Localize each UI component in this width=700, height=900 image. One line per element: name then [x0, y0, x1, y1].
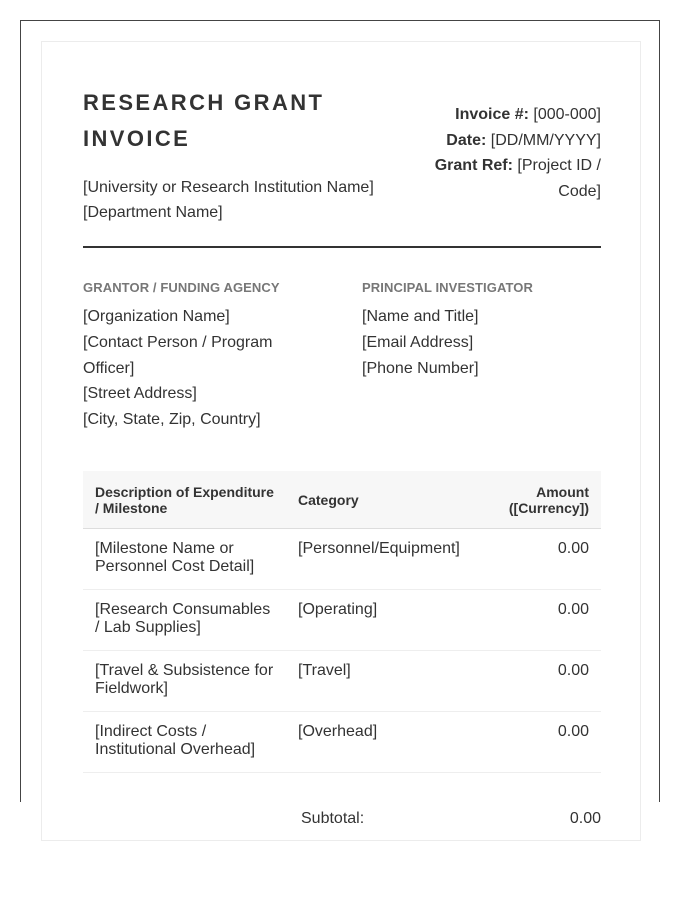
header-description: Description of Expenditure / Milestone — [83, 471, 286, 529]
header-category: Category — [286, 471, 472, 529]
invoice-header — [83, 42, 601, 248]
grantor-organization: [Organization Name] — [83, 308, 230, 325]
row-amount: 0.00 — [472, 712, 601, 773]
row-description: [Research Consumables / Lab Supplies] — [83, 590, 286, 651]
invoice-date-value: [DD/MM/YYYY] — [490, 131, 601, 149]
row-description: [Travel & Subsistence for Fieldwork] — [83, 651, 286, 712]
grant-ref-label: Grant Ref: — [434, 157, 513, 174]
table-row — [83, 651, 601, 712]
grantor-contact: [Contact Person / Program Officer] — [83, 333, 273, 377]
invoice-sheet — [41, 41, 641, 841]
subtotal-label: Subtotal: — [301, 810, 365, 827]
grant-ref-line — [421, 153, 601, 204]
grantor-heading: GRANTOR / FUNDING AGENCY — [83, 280, 280, 295]
row-description: [Indirect Costs / Institutional Overhead] — [83, 712, 286, 773]
header-amount: Amount ([Currency]) — [472, 471, 601, 529]
row-category: [Overhead] — [286, 712, 472, 773]
table-header-row — [83, 471, 601, 529]
table-row — [83, 529, 601, 590]
invoice-date-label: Date: — [446, 131, 487, 149]
table-row — [83, 712, 601, 773]
grantor-city: [City, State, Zip, Country] — [83, 411, 261, 429]
investigator-block — [362, 278, 602, 381]
invoice-number-label: Invoice #: — [455, 106, 529, 123]
expenditure-table — [83, 471, 601, 773]
invoice-meta — [421, 102, 601, 204]
invoice-title: RESEARCH GRANT INVOICE — [83, 90, 325, 151]
row-amount: 0.00 — [472, 651, 601, 712]
row-amount: 0.00 — [472, 590, 601, 651]
invoice-number-value: [000-000] — [533, 106, 601, 123]
row-category: [Operating] — [286, 590, 472, 651]
investigator-name: [Name and Title] — [362, 308, 479, 325]
row-description: [Milestone Name or Personnel Cost Detail] — [83, 529, 286, 590]
grantor-street: [Street Address] — [83, 385, 197, 403]
table-row — [83, 590, 601, 651]
invoice-content — [83, 42, 601, 827]
row-category: [Travel] — [286, 651, 472, 712]
row-amount: 0.00 — [472, 529, 601, 590]
institution-name: [University or Research Institution Name] — [83, 179, 374, 196]
row-category: [Personnel/Equipment] — [286, 529, 472, 590]
parties-section — [83, 278, 601, 438]
invoice-number-line — [421, 102, 601, 128]
grantor-block — [83, 278, 323, 433]
department-name: [Department Name] — [83, 204, 223, 221]
invoice-date-line — [421, 128, 601, 154]
investigator-heading: PRINCIPAL INVESTIGATOR — [362, 280, 533, 295]
investigator-phone: [Phone Number] — [362, 359, 479, 377]
document-viewport — [20, 20, 660, 827]
investigator-email: [Email Address] — [362, 333, 474, 351]
grant-ref-value: [Project ID / Code] — [517, 157, 601, 200]
subtotal-value: 0.00 — [569, 810, 601, 827]
